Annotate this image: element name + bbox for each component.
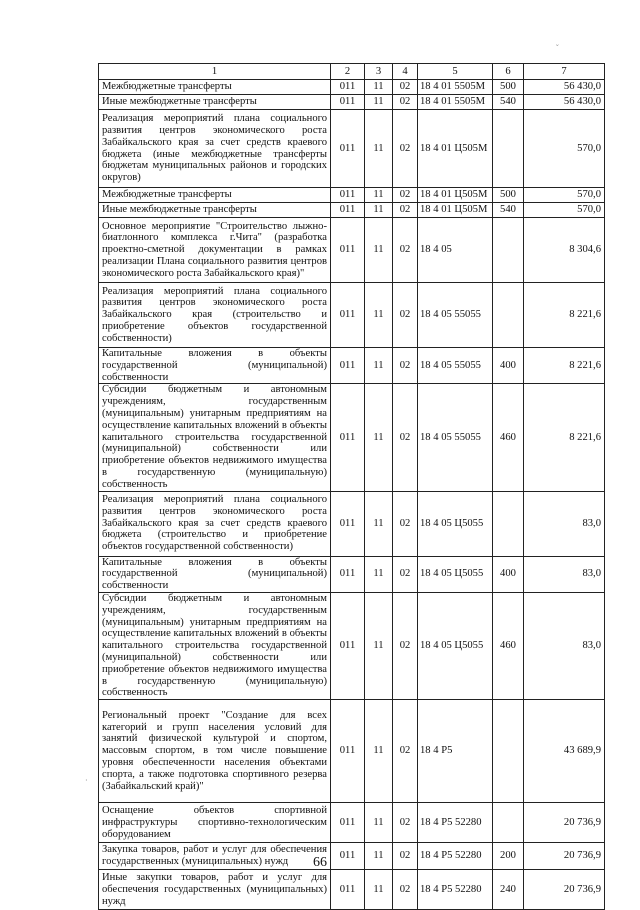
section-cell: 011	[331, 491, 365, 556]
target-article-cell: 18 4 P5 52280	[418, 870, 493, 910]
subsection-cell: 11	[365, 803, 393, 843]
table-row	[99, 80, 605, 95]
table-row	[99, 491, 605, 556]
header-cell: 6	[493, 64, 524, 80]
amount-cell: 570,0	[524, 188, 605, 203]
subsection-cell: 11	[365, 203, 393, 218]
row-name-cell: Иные межбюджетные трансферты	[99, 95, 331, 110]
target-article-cell: 18 4 05 55055	[418, 384, 493, 491]
subsection2-cell: 02	[393, 870, 418, 910]
subsection2-cell: 02	[393, 700, 418, 803]
subsection-cell: 11	[365, 80, 393, 95]
row-name-cell: Оснащение объектов спортивной инфраструктуры спортивно-технологическим оборудованием	[99, 803, 331, 843]
header-cell: 1	[99, 64, 331, 80]
section-cell: 011	[331, 870, 365, 910]
amount-cell: 83,0	[524, 491, 605, 556]
subsection2-cell: 02	[393, 203, 418, 218]
target-article-cell: 18 4 P5	[418, 700, 493, 803]
target-article-cell: 18 4 01 Ц505M	[418, 110, 493, 188]
amount-cell: 20 736,9	[524, 843, 605, 870]
table-row	[99, 95, 605, 110]
row-name-cell: Реализация мероприятий плана социального развития центров экономического роста Забайкальского края за счет средств краевого бюджета (строительство и приобретение объектов государственной собственности)	[99, 491, 331, 556]
table-row	[99, 870, 605, 910]
amount-cell: 570,0	[524, 203, 605, 218]
expense-type-cell	[493, 491, 524, 556]
subsection2-cell: 02	[393, 384, 418, 491]
subsection-cell: 11	[365, 843, 393, 870]
header-cell: 7	[524, 64, 605, 80]
target-article-cell: 18 4 01 Ц505M	[418, 203, 493, 218]
amount-cell: 20 736,9	[524, 870, 605, 910]
subsection-cell: 11	[365, 592, 393, 699]
row-name-cell: Основное мероприятие "Строительство лыжно-биатлонного комплекса г.Чита" (разработка проектно-сметной документации в рамках реализации Плана социального развития центров экономического роста Забайкальского края)"	[99, 218, 331, 283]
table-row	[99, 283, 605, 348]
row-name-cell: Иные закупки товаров, работ и услуг для обеспечения государственных (муниципальных) нужд	[99, 870, 331, 910]
row-name-cell: Капитальные вложения в объекты государственной (муниципальной) собственности	[99, 556, 331, 592]
scan-speck: ·	[85, 776, 88, 785]
target-article-cell: 18 4 05	[418, 218, 493, 283]
target-article-cell: 18 4 P5 52280	[418, 843, 493, 870]
target-article-cell: 18 4 01 5505M	[418, 95, 493, 110]
table-row	[99, 592, 605, 699]
section-cell: 011	[331, 384, 365, 491]
subsection2-cell: 02	[393, 348, 418, 384]
table-header-row	[99, 64, 605, 80]
section-cell: 011	[331, 203, 365, 218]
amount-cell: 8 304,6	[524, 218, 605, 283]
amount-cell: 56 430,0	[524, 80, 605, 95]
expense-type-cell	[493, 283, 524, 348]
section-cell: 011	[331, 348, 365, 384]
section-cell: 011	[331, 188, 365, 203]
table-row	[99, 700, 605, 803]
section-cell: 011	[331, 556, 365, 592]
target-article-cell: 18 4 05 Ц5055	[418, 491, 493, 556]
subsection2-cell: 02	[393, 491, 418, 556]
expense-type-cell	[493, 803, 524, 843]
target-article-cell: 18 4 05 Ц5055	[418, 592, 493, 699]
target-article-cell: 18 4 01 Ц505M	[418, 188, 493, 203]
subsection2-cell: 02	[393, 803, 418, 843]
expense-type-cell: 400	[493, 556, 524, 592]
section-cell: 011	[331, 592, 365, 699]
expense-type-cell: 500	[493, 188, 524, 203]
target-article-cell: 18 4 05 Ц5055	[418, 556, 493, 592]
section-cell: 011	[331, 218, 365, 283]
table-row	[99, 218, 605, 283]
section-cell: 011	[331, 700, 365, 803]
row-name-cell: Реализация мероприятий плана социального развития центров экономического роста Забайкальского края за счет средств краевого бюджета (иные межбюджетные трансферты бюджетам муниципальных районов и городских округов)	[99, 110, 331, 188]
subsection-cell: 11	[365, 218, 393, 283]
section-cell: 011	[331, 80, 365, 95]
section-cell: 011	[331, 843, 365, 870]
subsection2-cell: 02	[393, 80, 418, 95]
expense-type-cell: 540	[493, 203, 524, 218]
expense-type-cell: 460	[493, 384, 524, 491]
header-cell: 5	[418, 64, 493, 80]
row-name-cell: Иные межбюджетные трансферты	[99, 203, 331, 218]
section-cell: 011	[331, 803, 365, 843]
expense-type-cell	[493, 110, 524, 188]
expense-type-cell: 400	[493, 348, 524, 384]
subsection2-cell: 02	[393, 283, 418, 348]
row-name-cell: Закупка товаров, работ и услуг для обеспечения государственных (муниципальных) нужд	[99, 843, 331, 870]
section-cell: 011	[331, 110, 365, 188]
amount-cell: 56 430,0	[524, 95, 605, 110]
table-row	[99, 188, 605, 203]
section-cell: 011	[331, 95, 365, 110]
row-name-cell: Капитальные вложения в объекты государственной (муниципальной) собственности	[99, 348, 331, 384]
expense-type-cell: 540	[493, 95, 524, 110]
target-article-cell: 18 4 01 5505M	[418, 80, 493, 95]
target-article-cell: 18 4 05 55055	[418, 348, 493, 384]
expense-type-cell: 460	[493, 592, 524, 699]
target-article-cell: 18 4 P5 52280	[418, 803, 493, 843]
row-name-cell: Субсидии бюджетным и автономным учреждениям, государственным (муниципальным) унитарным предприятиям на осуществление капитальных вложений в объекты капитального строительства государственной (муниципальной) собственности или приобретение объектов недвижимого имущества в государственную (муниципальную) собственность	[99, 592, 331, 699]
table-row	[99, 384, 605, 491]
amount-cell: 83,0	[524, 592, 605, 699]
expense-type-cell	[493, 700, 524, 803]
scan-speck: ˘	[556, 43, 559, 52]
amount-cell: 83,0	[524, 556, 605, 592]
subsection-cell: 11	[365, 491, 393, 556]
subsection2-cell: 02	[393, 110, 418, 188]
row-name-cell: Реализация мероприятий плана социального развития центров экономического роста Забайкальского края (строительство и приобретение объектов государственной собственности)	[99, 283, 331, 348]
table-row	[99, 803, 605, 843]
amount-cell: 8 221,6	[524, 283, 605, 348]
table-row	[99, 556, 605, 592]
subsection-cell: 11	[365, 556, 393, 592]
subsection-cell: 11	[365, 110, 393, 188]
row-name-cell: Межбюджетные трансферты	[99, 80, 331, 95]
row-name-cell: Межбюджетные трансферты	[99, 188, 331, 203]
amount-cell: 43 689,9	[524, 700, 605, 803]
subsection-cell: 11	[365, 95, 393, 110]
header-cell: 3	[365, 64, 393, 80]
amount-cell: 8 221,6	[524, 348, 605, 384]
subsection-cell: 11	[365, 348, 393, 384]
expense-type-cell: 200	[493, 843, 524, 870]
header-cell: 2	[331, 64, 365, 80]
amount-cell: 570,0	[524, 110, 605, 188]
subsection-cell: 11	[365, 283, 393, 348]
table-row	[99, 110, 605, 188]
subsection2-cell: 02	[393, 218, 418, 283]
target-article-cell: 18 4 05 55055	[418, 283, 493, 348]
table-row	[99, 203, 605, 218]
budget-table	[98, 63, 605, 910]
subsection-cell: 11	[365, 384, 393, 491]
subsection-cell: 11	[365, 870, 393, 910]
subsection-cell: 11	[365, 188, 393, 203]
expense-type-cell: 240	[493, 870, 524, 910]
section-cell: 011	[331, 283, 365, 348]
subsection2-cell: 02	[393, 556, 418, 592]
subsection2-cell: 02	[393, 843, 418, 870]
subsection-cell: 11	[365, 700, 393, 803]
expense-type-cell: 500	[493, 80, 524, 95]
amount-cell: 8 221,6	[524, 384, 605, 491]
page-number: 66	[313, 855, 327, 870]
subsection2-cell: 02	[393, 592, 418, 699]
subsection2-cell: 02	[393, 188, 418, 203]
expense-type-cell	[493, 218, 524, 283]
amount-cell: 20 736,9	[524, 803, 605, 843]
table-row	[99, 348, 605, 384]
row-name-cell: Региональный проект "Создание для всех категорий и групп населения условий для занятий физической культурой и спортом, массовым спортом, в том числе повышение уровня обеспеченности населения объектами спорта, а также подготовка спортивного резерва (Забайкальский край)"	[99, 700, 331, 803]
row-name-cell: Субсидии бюджетным и автономным учреждениям, государственным (муниципальным) унитарным предприятиям на осуществление капитальных вложений в объекты капитального строительства государственной (муниципальной) собственности или приобретение объектов недвижимого имущества в государственную (муниципальную) собственность	[99, 384, 331, 491]
subsection2-cell: 02	[393, 95, 418, 110]
header-cell: 4	[393, 64, 418, 80]
